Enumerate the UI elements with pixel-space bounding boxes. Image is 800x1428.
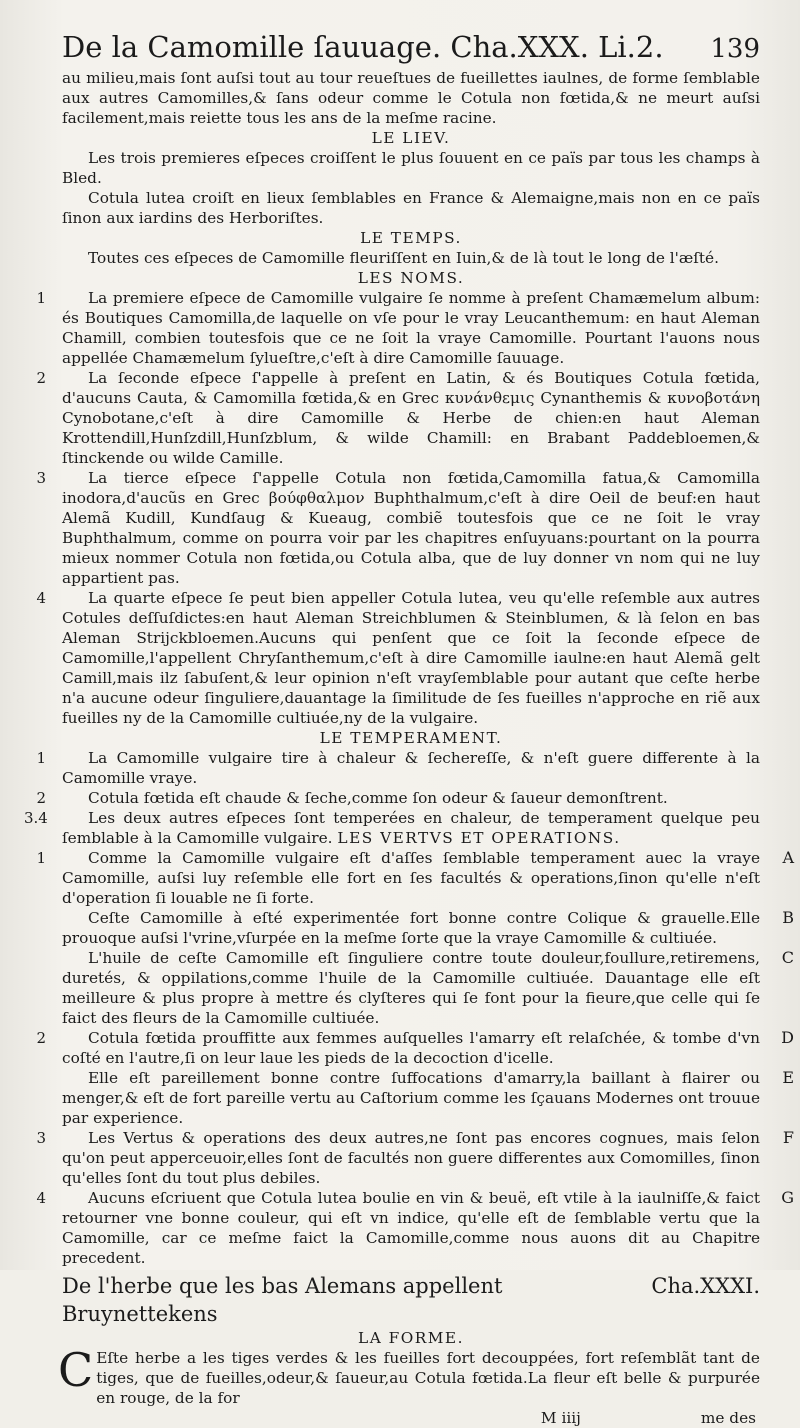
temperament-item	[36, 748, 760, 788]
chapter-heading	[62, 1272, 760, 1328]
margin-number: 4	[36, 1189, 46, 1207]
section-heading-temps: LE TEMPS.	[360, 229, 462, 247]
noms-item	[36, 588, 760, 728]
vertus-item-text: Ceſte Camomille à eſté experimentée fort bonne contre Colique & grauelle.Elle prouoque auſsi l'vrine,vſurpée en la meſme ſorte que la vraye Camomille & cultiuée.	[62, 909, 760, 947]
vertus-item	[36, 1028, 794, 1068]
noms-item	[36, 368, 760, 468]
vertus-item	[36, 1128, 794, 1188]
margin-number: 3.4	[24, 809, 48, 827]
temperament-item-text: La Camomille vulgaire tire à chaleur & ſechereſſe, & n'eſt guere differente à la Camomille vraye.	[62, 749, 760, 787]
margin-number: 2	[36, 1029, 46, 1047]
section-heading-noms: LES NOMS.	[357, 269, 465, 287]
margin-number: 2	[36, 789, 46, 807]
chapter-title: De la Camomille ſauuage. Cha.XXX. Li.2.	[62, 30, 664, 64]
margin-number: 1	[36, 289, 46, 307]
chapter-number-31: Cha.XXXI.	[651, 1274, 760, 1298]
noms-item-text: La ſeconde eſpece ſ'appelle à preſent en Latin, & és Boutiques Cotula fœtida, d'aucuns Cauta, & Camomilla fœtida,& en Grec κυνάνθεμις Cynanthemis & κυνοβοτάνη Cynobotane,c'eſt à dire Camomille & Herbe de chien:en haut Aleman Krottendill,Hunſzdill,Hunſzblum, & wilde Chamill: en Brabant Paddebloemen,& ſtinckende ou wilde Camille.	[62, 369, 760, 467]
vertus-item	[36, 848, 794, 908]
catchword: me des	[700, 1409, 756, 1427]
margin-letter: A	[782, 848, 794, 867]
forme-text: Eſte herbe a les tiges verdes & les fueilles fort decouppées, fort reſemblãt tant de tiges, que de fueilles,odeur,& ſaueur,au Cotula fœtida.La fleur eſt belle & purpurée en rouge, de la for	[96, 1349, 760, 1407]
lieu-paragraph-1: Les trois premieres eſpeces croiſſent le plus ſouuent en ce païs par tous les champs à Bled.	[62, 149, 760, 187]
margin-letter: F	[782, 1128, 794, 1147]
margin-number: 3	[36, 469, 46, 487]
vertus-item-text: Elle eſt pareillement bonne contre ſuffocations d'amarry,la baillant à flairer ou menger,& eſt de fort pareille vertu au Caſtorium comme les ſçauans Modernes ont trouue par experience.	[62, 1069, 760, 1127]
vertus-item	[36, 1188, 794, 1268]
vertus-item-text: Cotula fœtida prouffitte aux femmes auſquelles l'amarry eſt relaſchée, & tombe d'vn coſté en l'autre,ſi on leur laue les pieds de la decoction d'icelle.	[62, 1029, 760, 1067]
body-text	[24, 68, 794, 1268]
temps-paragraph: Toutes ces eſpeces de Camomille fleuriſſent en Iuin,& de là tout le long de l'æſté.	[88, 249, 719, 267]
margin-number: 4	[36, 589, 46, 607]
vertus-item-text: Comme la Camomille vulgaire eſt d'aſſes ſemblable temperament auec la vraye Camomille, auſsi luy reſemble elle fort en ſes facultés & operations,ſinon qu'elle n'eſt d'operation ſi louable ne ſi forte.	[62, 849, 760, 907]
margin-letter: G	[781, 1188, 794, 1207]
section-heading-forme: LA FORME.	[358, 1329, 464, 1347]
margin-number: 3	[36, 1129, 46, 1147]
noms-item-text: La tierce eſpece ſ'appelle Cotula non fœtida,Camomilla fatua,& Camomilla inodora,d'aucũs en Grec βούφθαλμον Buphthalmum,c'eſt à dire Oeil de beuf:en haut Alemã Kudill, Kundſaug & Kueaug, combiẽ toutesfois que ce ne ſoit le vray Buphthalmum, comme on pourra voir par les chapitres enſuyuans:pourtant on la pourra mieux nommer Cotula non fœtida,ou Cotula alba, que de luy donner vn nom qui ne luy appartient pas.	[62, 469, 760, 587]
margin-letter: D	[781, 1028, 794, 1047]
noms-item	[36, 468, 760, 588]
vertus-item	[62, 1068, 794, 1128]
page-footer	[62, 1408, 760, 1428]
page-number: 139	[710, 34, 760, 64]
noms-item-text: La premiere eſpece de Camomille vulgaire ſe nomme à preſent Chamæmelum album: és Boutiques Camomilla,de laquelle on vſe pour le vray Leucanthemum: en haut Aleman Chamill, combien toutesfois que ce ne ſoit la vraye Camomille. Pourtant l'auons nous appellée Chamæmelum ſylueſtre,c'eſt à dire Camomille ſauuage.	[62, 289, 760, 367]
margin-letter: C	[781, 948, 794, 967]
running-head	[62, 30, 760, 66]
lieu-paragraph-2: Cotula lutea croiſt en lieux ſemblables en France & Alemaigne,mais non en ce païs ſinon aux iardins des Herboriſtes.	[62, 189, 760, 227]
temperament-item	[36, 788, 760, 808]
intro-paragraph: au milieu,mais ſont auſsi tout au tour reueſtues de fueillettes iaulnes, de forme ſemblable aux autres Camomilles,& ſans odeur comme le Cotula non fœtida,& ne meurt auſsi facilement,mais reiette tous les ans de la meſme racine.	[62, 69, 760, 127]
vertus-item	[62, 948, 794, 1028]
section-heading-temperament: LE TEMPERAMENT.	[319, 729, 503, 747]
margin-letter: E	[782, 1068, 794, 1087]
margin-letter: B	[782, 908, 794, 927]
signature-mark: M iiij	[540, 1409, 581, 1427]
vertus-item-text: Les Vertus & operations des deux autres,ne ſont pas encores cognues, mais ſelon qu'on peut apperceuoir,elles ſont de facultés non guere differentes aux Comomilles, ſinon qu'elles ſont du tout plus debiles.	[62, 1129, 760, 1187]
vertus-item	[62, 908, 794, 948]
section-heading-lieu: LE LIEV.	[371, 129, 451, 147]
chapter-title-31: De l'herbe que les bas Alemans appellent Bruynettekens	[62, 1274, 503, 1326]
vertus-item-text: Aucuns eſcriuent que Cotula lutea boulie en vin & beuë, eſt vtile à la iaulniſſe,& faict retourner vne bonne couleur, qui eſt vn indice, qu'elle eſt de ſemblable vertu que la Camomille, car ce meſme faict la Camomille,comme nous auons dit au Chapitre precedent.	[62, 1189, 760, 1267]
margin-number: 1	[36, 749, 46, 767]
temperament-item-text: Cotula fœtida eſt chaude & ſeche,comme ſon odeur & ſaueur demonſtrent.	[88, 789, 668, 807]
vertus-item-text: L'huile de ceſte Camomille eſt ſinguliere contre toute douleur,foullure,retiremens, duretés, & oppilations,comme l'huile de la Camomille cultiuée. Dauantage elle eſt meilleure & plus propre à mettre és clyſteres qui ſe font pour la fieure,que celle qui ſe faict des fleurs de la Camomille cultiuée.	[62, 949, 760, 1027]
temperament-item-text: Les deux autres eſpeces ſont temperées en chaleur, de temperament quelque peu ſemblable à la Camomille vulgaire.	[62, 809, 760, 847]
temperament-item	[24, 808, 760, 848]
chapter-31-text	[58, 1328, 760, 1408]
noms-item-text: La quarte eſpece ſe peut bien appeller Cotula lutea, veu qu'elle reſemble aux autres Cotules deſſuſdictes:en haut Aleman Streichblumen & Steinblumen, & là ſelon en bas Aleman Strijckbloemen.Aucuns qui penſent que ce ſoit la ſeconde eſpece de Camomille,l'appellent Chryſanthemum,c'eſt à dire Camomille iaulne:en haut Alemã gelt Camill,mais ilz ſabuſent,& leur opinion n'eſt vrayſemblable pour autant que ceſte herbe n'a aucune odeur ſinguliere,dauantage la ſimilitude de ſes fueilles n'approche en riẽ aux fueilles ny de la Camomille cultiuée,ny de la vulgaire.	[62, 589, 760, 727]
noms-item	[36, 288, 760, 368]
margin-number: 2	[36, 369, 46, 387]
section-heading-vertus: LES VERTVS ET OPERATIONS.	[337, 829, 621, 847]
margin-number: 1	[36, 849, 46, 867]
drop-cap: C	[58, 1343, 94, 1397]
forme-paragraph	[58, 1343, 760, 1408]
